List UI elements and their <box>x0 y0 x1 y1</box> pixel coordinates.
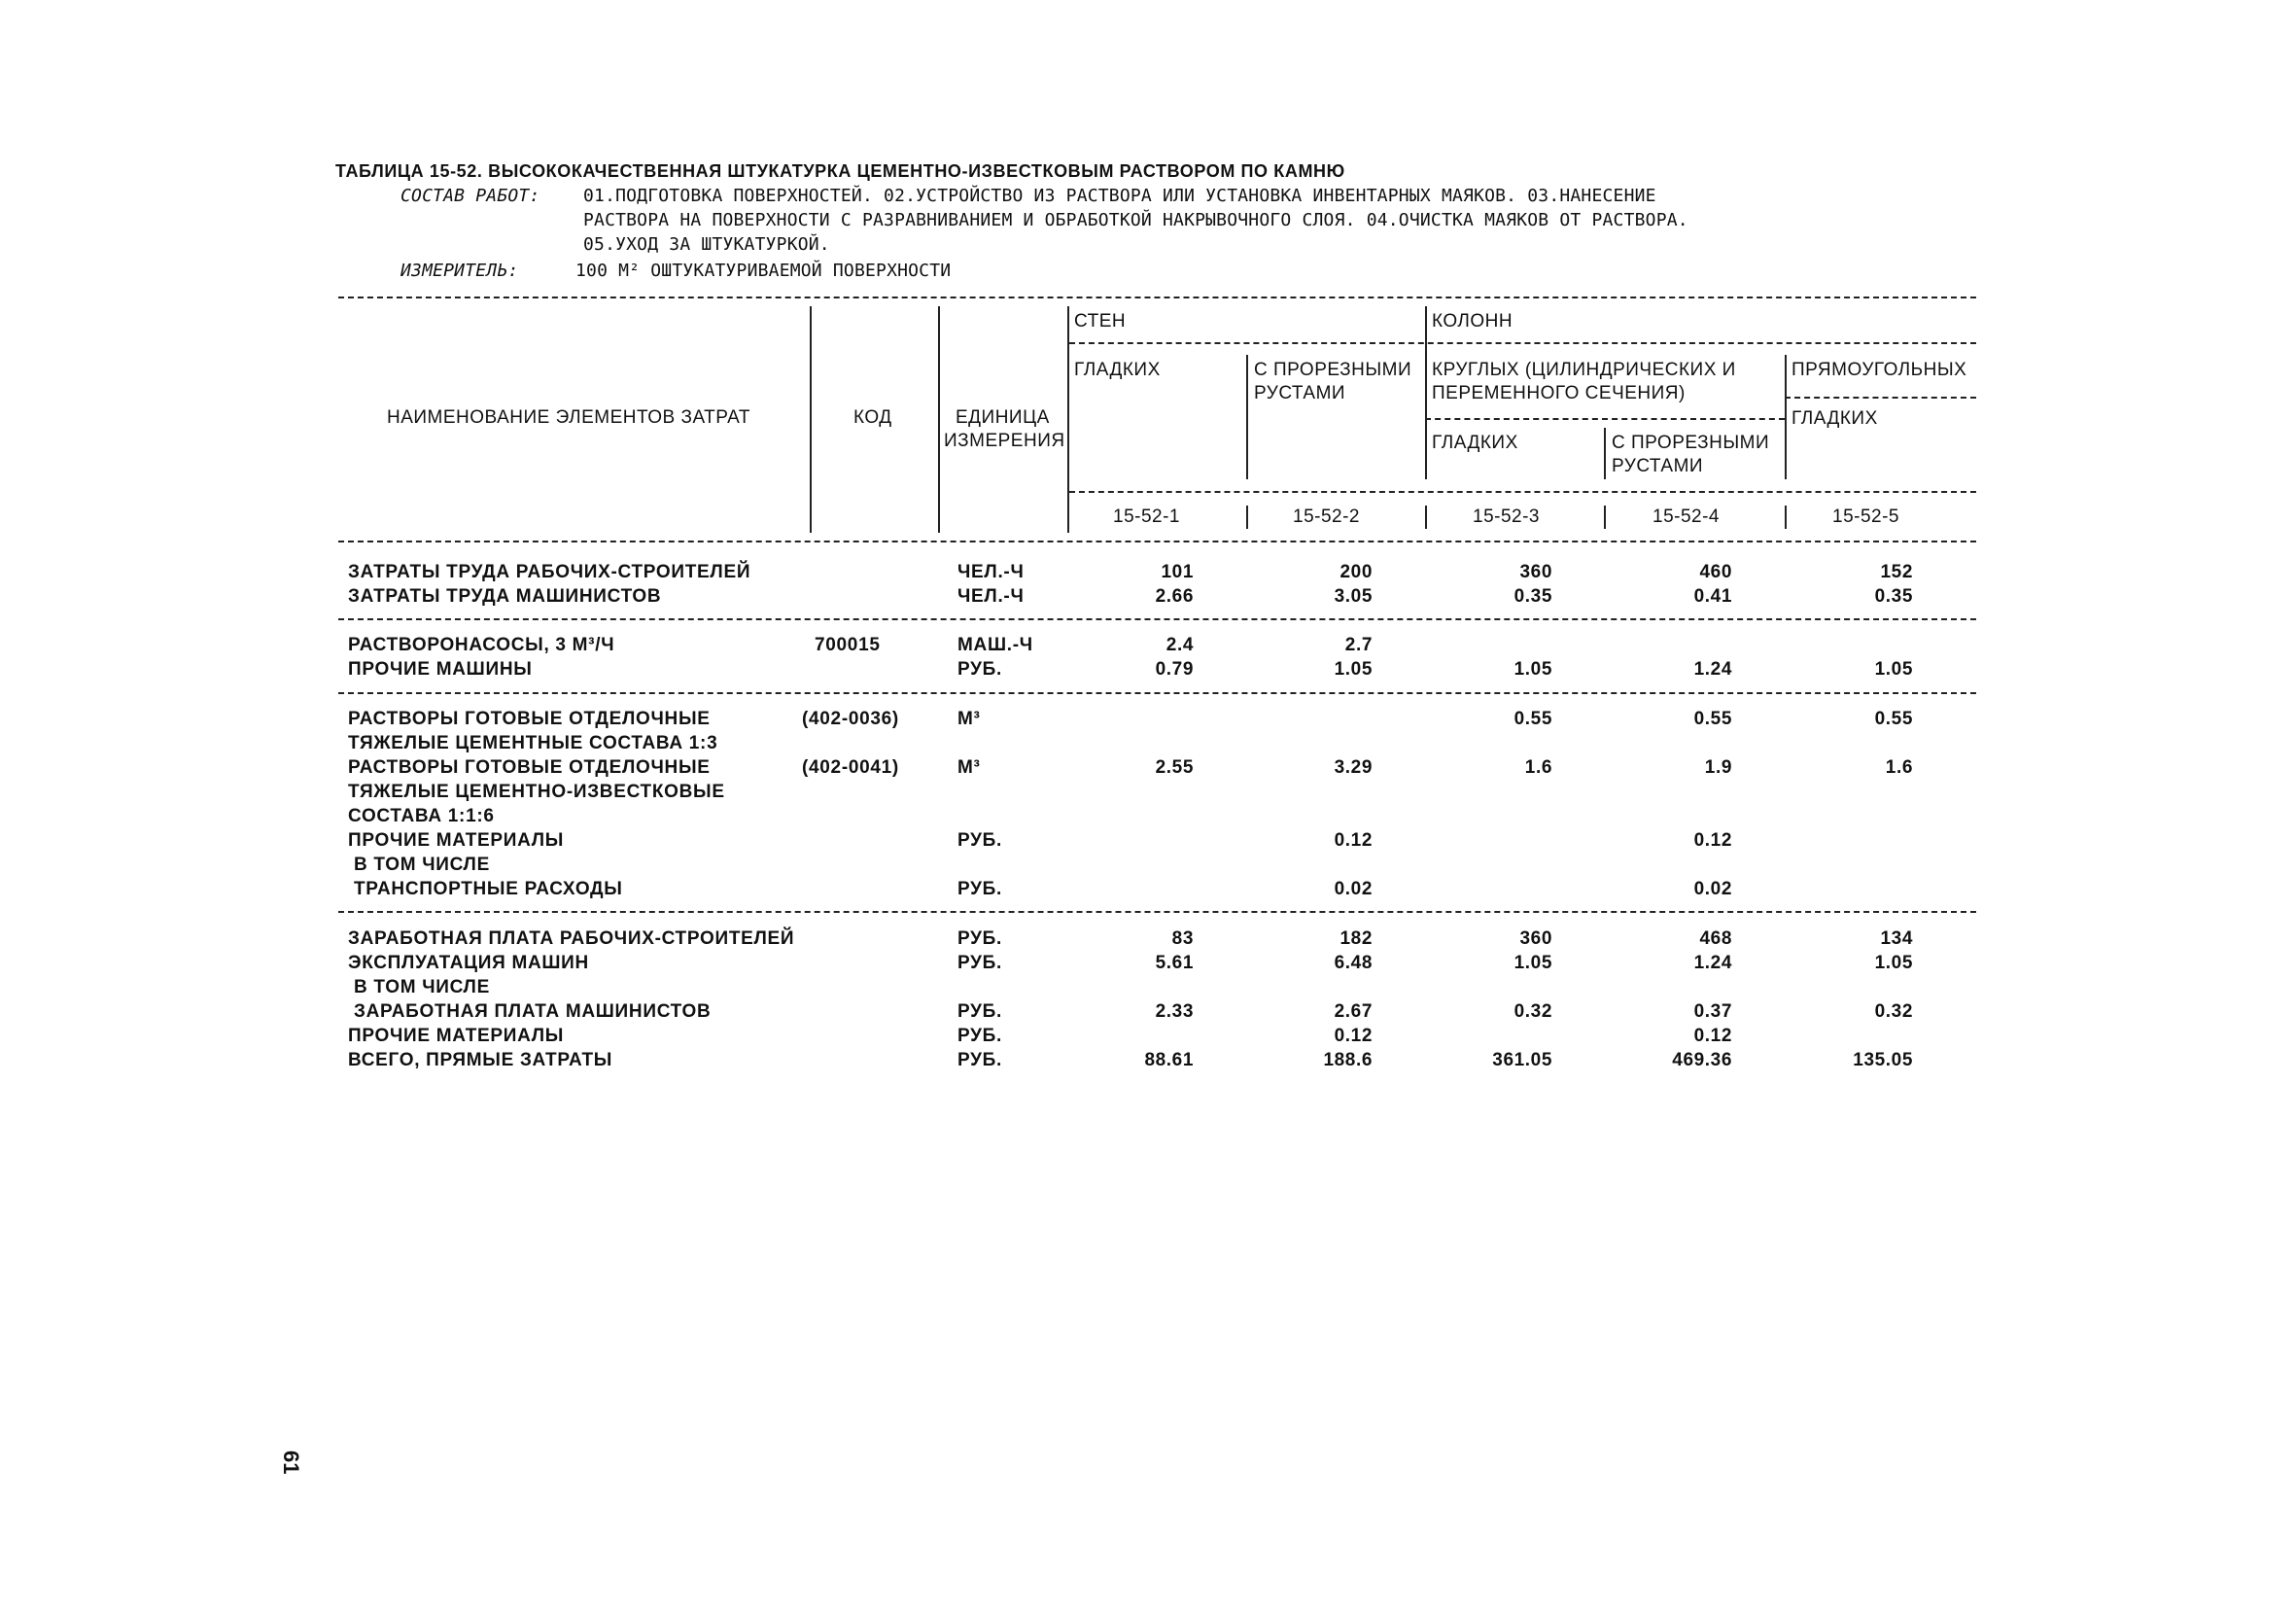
value-cell-4: 0.12 <box>1693 1026 1732 1046</box>
cost-element-name: ВСЕГО, ПРЯМЫЕ ЗАТРАТЫ <box>348 1050 613 1070</box>
cost-element-name: ТРАНСПОРТНЫЕ РАСХОДЫ <box>348 879 623 899</box>
value-cell-2: 6.48 <box>1334 953 1373 973</box>
value-cell-5: 152 <box>1880 562 1913 582</box>
value-cell-1: 2.66 <box>1155 586 1194 607</box>
value-cell-3: 1.6 <box>1524 757 1552 778</box>
header-round-rust-2: РУСТАМИ <box>1612 456 1704 476</box>
value-cell-5: 1.05 <box>1874 953 1913 973</box>
header-walls: СТЕН <box>1074 311 1127 332</box>
value-cell-2: 188.6 <box>1323 1050 1373 1070</box>
value-cell-1: 5.61 <box>1155 953 1194 973</box>
header-code-col: КОД <box>853 407 892 428</box>
unit-of-measure: РУБ. <box>957 953 1002 973</box>
unit-of-measure: РУБ. <box>957 1050 1002 1070</box>
rule <box>1069 342 1976 344</box>
cost-element-name: ТЯЖЕЛЫЕ ЦЕМЕНТНЫЕ СОСТАВА 1:3 <box>348 733 718 753</box>
value-cell-4: 0.12 <box>1693 830 1732 851</box>
value-cell-3: 0.32 <box>1513 1001 1552 1022</box>
value-cell-1: 88.61 <box>1144 1050 1194 1070</box>
value-cell-2: 0.12 <box>1334 830 1373 851</box>
rule <box>1069 491 1976 493</box>
cost-element-name: РАСТВОРОНАСОСЫ, 3 М³/Ч <box>348 635 615 655</box>
page-number: 61 <box>279 1451 303 1475</box>
rule <box>1785 506 1787 529</box>
value-cell-1: 101 <box>1161 562 1194 582</box>
rule <box>1425 506 1427 529</box>
value-cell-5: 0.55 <box>1874 709 1913 729</box>
value-cell-3: 0.55 <box>1513 709 1552 729</box>
value-cell-3: 360 <box>1519 928 1552 949</box>
header-unit-col-1: ЕДИНИЦА <box>956 407 1050 428</box>
rule <box>1246 506 1248 529</box>
header-code-2: 15-52-2 <box>1293 507 1360 527</box>
value-cell-3: 1.05 <box>1513 659 1552 680</box>
rule <box>338 297 1976 298</box>
value-cell-2: 0.12 <box>1334 1026 1373 1046</box>
value-cell-3: 1.05 <box>1513 953 1552 973</box>
unit-of-measure: РУБ. <box>957 830 1002 851</box>
work-composition-line-2: РАСТВОРА НА ПОВЕРХНОСТИ С РАЗРАВНИВАНИЕМ И ОБРАБОТКОЙ НАКРЫВОЧНОГО СЛОЯ. 04.ОЧИСТКА МАЯКОВ ОТ РАСТВОРА. <box>583 210 1688 230</box>
rule <box>1067 306 1069 533</box>
unit-of-measure: РУБ. <box>957 928 1002 949</box>
value-cell-4: 0.02 <box>1693 879 1732 899</box>
value-cell-3: 0.35 <box>1513 586 1552 607</box>
value-cell-4: 0.37 <box>1693 1001 1732 1022</box>
unit-of-measure: М³ <box>957 757 981 778</box>
rule <box>810 306 812 533</box>
rule <box>338 541 1976 542</box>
cost-element-name: ЗАТРАТЫ ТРУДА РАБОЧИХ-СТРОИТЕЛЕЙ <box>348 562 751 582</box>
unit-of-measure: РУБ. <box>957 1026 1002 1046</box>
value-cell-2: 1.05 <box>1334 659 1373 680</box>
value-cell-2: 3.29 <box>1334 757 1373 778</box>
cost-element-name: РАСТВОРЫ ГОТОВЫЕ ОТДЕЛОЧНЫЕ <box>348 757 711 778</box>
unit-of-measure: РУБ. <box>957 659 1002 680</box>
header-round-2: ПЕРЕМЕННОГО СЕЧЕНИЯ) <box>1432 383 1686 403</box>
value-cell-1: 2.33 <box>1155 1001 1194 1022</box>
work-composition-line-1: 01.ПОДГОТОВКА ПОВЕРХНОСТЕЙ. 02.УСТРОЙСТВО ИЗ РАСТВОРА ИЛИ УСТАНОВКА ИНВЕНТАРНЫХ МАЯКОВ. 03.НАНЕСЕНИЕ <box>583 186 1656 206</box>
value-cell-5: 135.05 <box>1853 1050 1913 1070</box>
table-title: ТАБЛИЦА 15-52. ВЫСОКОКАЧЕСТВЕННАЯ ШТУКАТУРКА ЦЕМЕНТНО-ИЗВЕСТКОВЫМ РАСТВОРОМ ПО КАМНЮ <box>335 161 1345 181</box>
value-cell-1: 2.55 <box>1155 757 1194 778</box>
cost-element-name: ПРОЧИЕ МАТЕРИАЛЫ <box>348 1026 565 1046</box>
cost-element-name: ПРОЧИЕ МАШИНЫ <box>348 659 533 680</box>
cost-element-name: ЗАРАБОТНАЯ ПЛАТА РАБОЧИХ-СТРОИТЕЛЕЙ <box>348 928 795 949</box>
header-rect-smooth: ГЛАДКИХ <box>1792 408 1878 429</box>
rule <box>1425 306 1427 479</box>
rule <box>1604 428 1606 479</box>
value-cell-5: 0.32 <box>1874 1001 1913 1022</box>
unit-of-measure: РУБ. <box>957 1001 1002 1022</box>
meter-label: ИЗМЕРИТЕЛЬ: <box>400 261 519 281</box>
header-round-smooth: ГЛАДКИХ <box>1432 433 1518 453</box>
work-composition-label: СОСТАВ РАБОТ: <box>400 186 540 206</box>
cost-element-name: В ТОМ ЧИСЛЕ <box>348 977 490 997</box>
resource-code: (402-0041) <box>802 757 899 778</box>
header-name-col: НАИМЕНОВАНИЕ ЭЛЕМЕНТОВ ЗАТРАТ <box>387 407 750 428</box>
header-round-rust-1: С ПРОРЕЗНЫМИ <box>1612 433 1770 453</box>
value-cell-5: 1.05 <box>1874 659 1913 680</box>
value-cell-2: 3.05 <box>1334 586 1373 607</box>
row-group-separator <box>338 692 1976 694</box>
value-cell-5: 1.6 <box>1885 757 1913 778</box>
value-cell-1: 83 <box>1171 928 1194 949</box>
unit-of-measure: РУБ. <box>957 879 1002 899</box>
cost-element-name: ЗАТРАТЫ ТРУДА МАШИНИСТОВ <box>348 586 662 607</box>
header-walls-rust-1: С ПРОРЕЗНЫМИ <box>1254 360 1412 380</box>
header-code-1: 15-52-1 <box>1113 507 1180 527</box>
cost-element-name: РАСТВОРЫ ГОТОВЫЕ ОТДЕЛОЧНЫЕ <box>348 709 711 729</box>
value-cell-4: 468 <box>1699 928 1732 949</box>
header-code-3: 15-52-3 <box>1473 507 1540 527</box>
rule <box>1785 397 1976 399</box>
resource-code: (402-0036) <box>802 709 899 729</box>
value-cell-1: 0.79 <box>1155 659 1194 680</box>
value-cell-5: 0.35 <box>1874 586 1913 607</box>
value-cell-2: 2.67 <box>1334 1001 1373 1022</box>
rule <box>1425 418 1785 420</box>
value-cell-4: 1.9 <box>1704 757 1732 778</box>
value-cell-5: 134 <box>1880 928 1913 949</box>
header-code-5: 15-52-5 <box>1832 507 1899 527</box>
unit-of-measure: ЧЕЛ.-Ч <box>957 586 1025 607</box>
header-rect: ПРЯМОУГОЛЬНЫХ <box>1792 360 1967 380</box>
value-cell-4: 0.41 <box>1693 586 1732 607</box>
row-group-separator <box>338 618 1976 620</box>
resource-code: 700015 <box>815 635 881 655</box>
value-cell-2: 2.7 <box>1344 635 1373 655</box>
unit-of-measure: ЧЕЛ.-Ч <box>957 562 1025 582</box>
row-group-separator <box>338 911 1976 913</box>
cost-element-name: ЭКСПЛУАТАЦИЯ МАШИН <box>348 953 589 973</box>
value-cell-4: 1.24 <box>1693 953 1732 973</box>
value-cell-4: 1.24 <box>1693 659 1732 680</box>
cost-element-name: В ТОМ ЧИСЛЕ <box>348 855 490 875</box>
cost-element-name: ТЯЖЕЛЫЕ ЦЕМЕНТНО-ИЗВЕСТКОВЫЕ <box>348 782 725 802</box>
value-cell-3: 361.05 <box>1492 1050 1552 1070</box>
value-cell-2: 182 <box>1339 928 1373 949</box>
rule <box>1246 355 1248 479</box>
value-cell-4: 460 <box>1699 562 1732 582</box>
cost-element-name: СОСТАВА 1:1:6 <box>348 806 495 826</box>
header-columns: КОЛОНН <box>1432 311 1513 332</box>
header-unit-col-2: ИЗМЕРЕНИЯ <box>944 431 1065 451</box>
unit-of-measure: М³ <box>957 709 981 729</box>
rule <box>1604 506 1606 529</box>
cost-element-name: ЗАРАБОТНАЯ ПЛАТА МАШИНИСТОВ <box>348 1001 712 1022</box>
unit-of-measure: МАШ.-Ч <box>957 635 1033 655</box>
value-cell-1: 2.4 <box>1165 635 1194 655</box>
value-cell-2: 0.02 <box>1334 879 1373 899</box>
header-code-4: 15-52-4 <box>1652 507 1720 527</box>
value-cell-3: 360 <box>1519 562 1552 582</box>
rule <box>1785 355 1787 479</box>
header-walls-rust-2: РУСТАМИ <box>1254 383 1346 403</box>
value-cell-2: 200 <box>1339 562 1373 582</box>
work-composition-line-3: 05.УХОД ЗА ШТУКАТУРКОЙ. <box>583 234 830 255</box>
header-round-1: КРУГЛЫХ (ЦИЛИНДРИЧЕСКИХ И <box>1432 360 1736 380</box>
rule <box>938 306 940 533</box>
cost-element-name: ПРОЧИЕ МАТЕРИАЛЫ <box>348 830 565 851</box>
header-walls-smooth: ГЛАДКИХ <box>1074 360 1161 380</box>
value-cell-4: 0.55 <box>1693 709 1732 729</box>
value-cell-4: 469.36 <box>1672 1050 1732 1070</box>
meter-value: 100 М² ОШТУКАТУРИВАЕМОЙ ПОВЕРХНОСТИ <box>575 261 952 281</box>
